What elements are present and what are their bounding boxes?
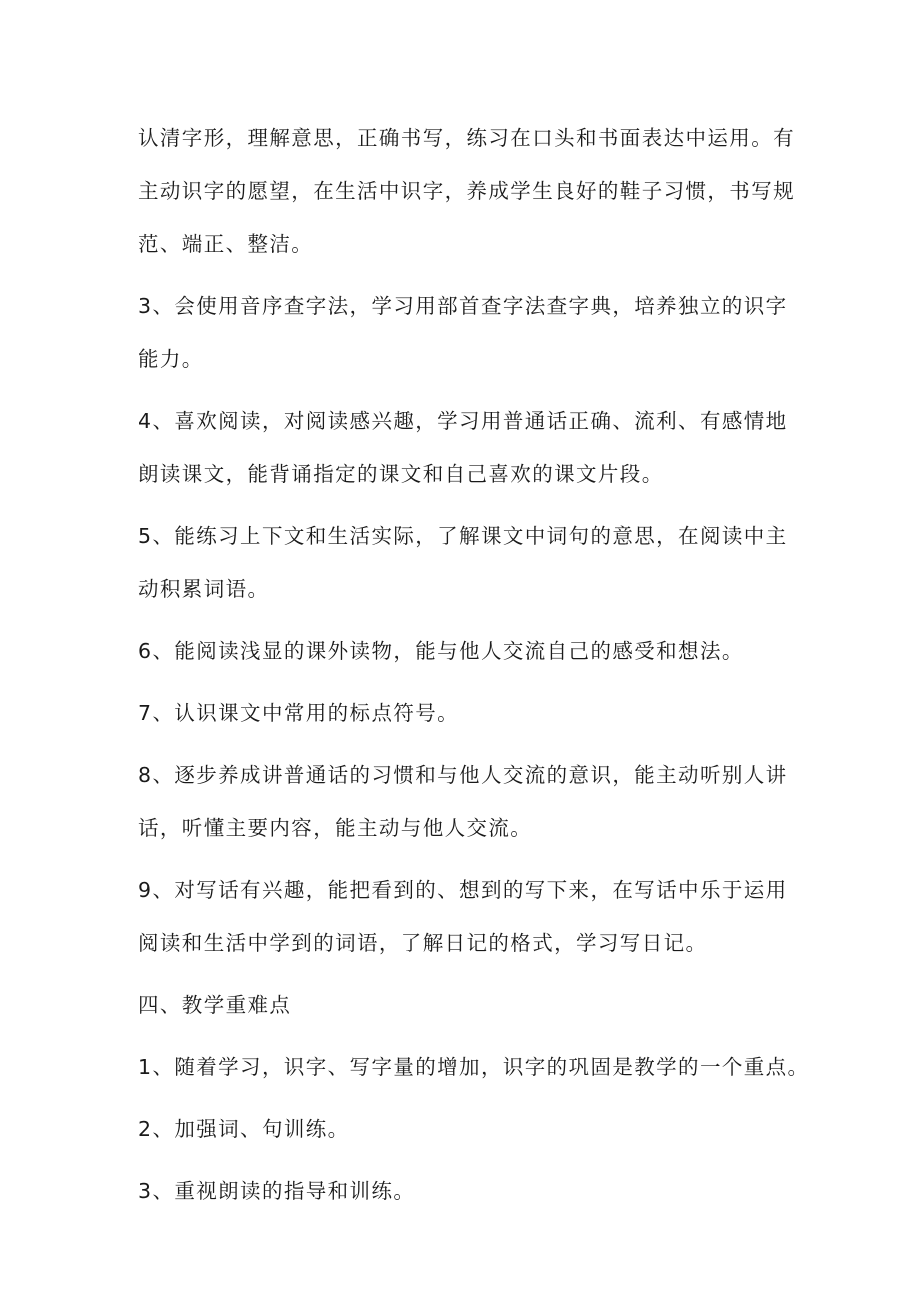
text-line: 4、喜欢阅读，对阅读感兴趣，学习用普通话正确、流利、有感情地: [138, 409, 788, 433]
paragraph-item-6: [138, 625, 798, 678]
text-line: 能力。: [138, 347, 204, 371]
text-line: 范、端正、整洁。: [138, 232, 314, 256]
section-heading: [138, 979, 798, 1032]
document-body: [138, 112, 810, 1218]
paragraph-item-5: [138, 510, 798, 616]
text-line: 8、逐步养成讲普通话的习惯和与他人交流的意识，能主动听别人讲: [138, 763, 788, 787]
text-line: 认清字形，理解意思，正确书写，练习在口头和书面表达中运用。有: [138, 126, 795, 150]
paragraph-item-9: [138, 864, 798, 970]
text-line: 6、能阅读浅显的课外读物，能与他人交流自己的感受和想法。: [138, 639, 744, 663]
text-line: 2、加强词、句训练。: [138, 1117, 350, 1141]
paragraph-item-7: [138, 687, 798, 740]
text-line: 1、随着学习，识字、写字量的增加，识字的巩固是教学的一个重点。: [138, 1055, 810, 1079]
text-line: 3、会使用音序查字法，学习用部首查字法查字典，培养独立的识字: [138, 294, 788, 318]
text-line: 7、认识课文中常用的标点符号。: [138, 701, 460, 725]
text-line: 3、重视朗读的指导和训练。: [138, 1179, 416, 1203]
paragraph-item-8: [138, 749, 798, 855]
text-line: 动积累词语。: [138, 577, 270, 601]
text-line: 9、对写话有兴趣，能把看到的、想到的写下来，在写话中乐于运用: [138, 878, 788, 902]
paragraph-key-point-1: [138, 1041, 810, 1094]
paragraph-item-3: [138, 280, 798, 386]
text-line: 主动识字的愿望，在生活中识字，养成学生良好的鞋子习惯，书写规: [138, 179, 795, 203]
text-line: 话，听懂主要内容，能主动与他人交流。: [138, 816, 533, 840]
text-line: 5、能练习上下文和生活实际，了解课文中词句的意思，在阅读中主: [138, 524, 788, 548]
paragraph-key-point-2: [138, 1103, 798, 1156]
text-line: 朗读课文，能背诵指定的课文和自己喜欢的课文片段。: [138, 462, 664, 486]
paragraph-item-4: [138, 395, 798, 501]
section-heading-text: 四、教学重难点: [138, 993, 292, 1017]
text-line: 阅读和生活中学到的词语，了解日记的格式，学习写日记。: [138, 931, 708, 955]
paragraph-literacy-goal: [138, 112, 798, 271]
paragraph-key-point-3: [138, 1165, 798, 1218]
